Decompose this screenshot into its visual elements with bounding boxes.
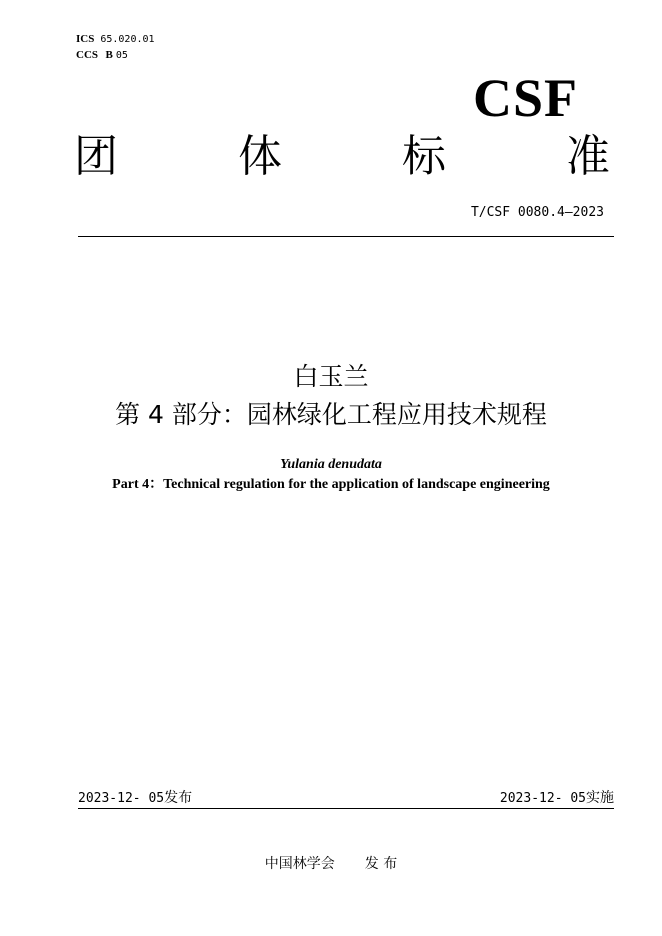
title-english-part: Part 4：Technical regulation for the application of landscape engineering <box>112 477 550 492</box>
publisher-line <box>0 854 662 874</box>
release-label: 发布 <box>164 790 193 806</box>
ics-value: 65.020.01 <box>100 34 155 45</box>
standard-type-char-2: 体 <box>238 131 282 182</box>
standard-number: T/CSF 0080.4—2023 <box>470 205 604 220</box>
title-english-species: Yulania denudata <box>280 457 382 472</box>
title-chinese-main: 白玉兰 <box>293 362 369 391</box>
footer-divider <box>78 808 614 809</box>
header-divider <box>78 236 614 237</box>
implement-date-line <box>500 789 614 808</box>
standard-type-char-3: 标 <box>402 131 446 182</box>
standard-type-char-4: 准 <box>566 131 610 182</box>
org-abbreviation: CSF <box>472 68 578 128</box>
ccs-code-line <box>76 48 128 63</box>
implement-label: 实施 <box>586 790 614 806</box>
ccs-value-number: 05 <box>115 50 128 61</box>
ccs-value-letter: B <box>105 49 113 61</box>
ics-code-line <box>76 32 155 47</box>
standard-type <box>74 130 610 184</box>
standard-type-char-1: 团 <box>74 131 118 182</box>
release-date: 2023-12- 05 <box>78 791 165 806</box>
implement-date: 2023-12- 05 <box>499 791 586 806</box>
ccs-label: CCS <box>76 49 99 61</box>
release-date-line <box>78 789 192 808</box>
title-chinese-part: 第 4 部分：园林绿化工程应用技术规程 <box>115 400 547 429</box>
publisher-action: 发 布 <box>364 856 398 872</box>
ics-label: ICS <box>76 33 95 45</box>
publisher-name: 中国林学会 <box>264 856 335 872</box>
